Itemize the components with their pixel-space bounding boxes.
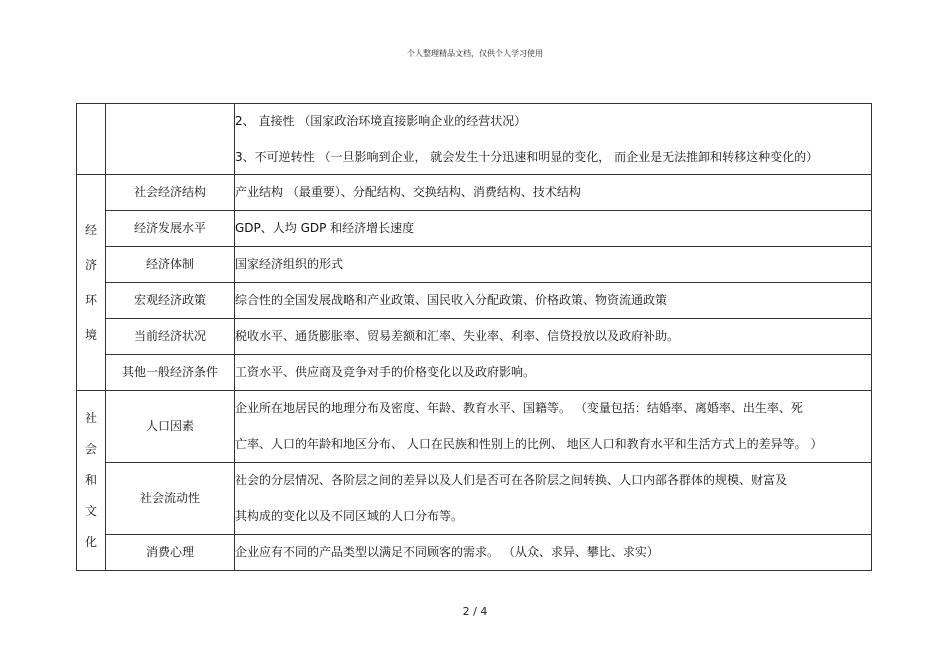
- content-line: 其构成的变化以及不同区域的人口分布等。: [235, 509, 464, 523]
- content-cell: 税收水平、通货膨胀率、贸易差额和汇率、失业率、利率、信贷投放以及政府补助。: [235, 319, 872, 355]
- table-row: [77, 463, 872, 535]
- content-cell: 国家经济组织的形式: [235, 247, 872, 283]
- factor-cell: 其他一般经济条件: [106, 355, 235, 391]
- table-row: [77, 535, 872, 571]
- factor-cell: 宏观经济政策: [106, 283, 235, 319]
- table-row: [77, 104, 872, 175]
- factor-cell: 社会流动性: [106, 463, 235, 535]
- table-row: [77, 355, 872, 391]
- factor-cell: 经济发展水平: [106, 211, 235, 247]
- category-char: 会: [84, 442, 97, 456]
- category-char: 济: [84, 257, 97, 272]
- category-char: 经: [84, 222, 97, 237]
- page-number: 2 / 4: [462, 605, 488, 618]
- table-row: [77, 391, 872, 463]
- category-char: 环: [84, 292, 97, 307]
- factor-cell: 当前经济状况: [106, 319, 235, 355]
- table-row: [77, 247, 872, 283]
- content-line: 2、 直接性 （国家政治环境直接影响企业的经营状况）: [235, 113, 527, 128]
- empty-category-cell: [77, 104, 106, 175]
- content-line: 3、不可逆转性 （一旦影响到企业， 就会发生十分迅速和明显的变化， 而企业是无法推卸和转移这种变化的）: [235, 149, 819, 164]
- factor-cell: 社会经济结构: [106, 175, 235, 211]
- content-cell: [235, 463, 872, 535]
- table-row: [77, 319, 872, 355]
- factor-cell: 经济体制: [106, 247, 235, 283]
- factor-cell: 消费心理: [106, 535, 235, 571]
- content-line: 社会的分层情况、各阶层之间的差异以及人们是否可在各阶层之间转换、人口内部各群体的规模、财富及: [235, 473, 788, 487]
- document-header-note: 个人整理精品文档，仅供个人学习使用: [407, 49, 543, 58]
- content-cell: [235, 391, 872, 463]
- table-row: [77, 283, 872, 319]
- category-char: 文: [84, 504, 97, 518]
- category-char: 和: [84, 473, 97, 487]
- factor-cell: 人口因素: [106, 391, 235, 463]
- content-cell: 产业结构 （最重要）、分配结构、交换结构、消费结构、技术结构: [235, 175, 872, 211]
- category-cell-economic: [77, 175, 106, 391]
- category-char: 化: [84, 535, 97, 549]
- content-cell: GDP、人均 GDP 和经济增长速度: [235, 211, 872, 247]
- table-row: [77, 175, 872, 211]
- category-char: 社: [84, 411, 97, 425]
- content-cell: [235, 104, 872, 175]
- category-cell-social: [77, 391, 106, 571]
- environment-analysis-table: [76, 103, 872, 571]
- content-cell: [235, 535, 872, 571]
- content-line: 企业所在地居民的地理分布及密度、年龄、教育水平、国籍等。 （变量包括：结婚率、离婚率、出生率、死: [235, 401, 803, 415]
- content-cell: 综合性的全国发展战略和产业政策、国民收入分配政策、价格政策、物资流通政策: [235, 283, 872, 319]
- content-line: 企业应有不同的产品类型以满足不同顾客的需求。 （从众、求异、攀比、求实）: [235, 545, 659, 559]
- category-char: 境: [84, 327, 97, 342]
- content-line: 亡率、人口的年龄和地区分布、 人口在民族和性别上的比例、 地区人口和教育水平和生活方式上的差异等。 ）: [235, 437, 823, 451]
- empty-factor-cell: [106, 104, 235, 175]
- content-cell: 工资水平、供应商及竞争对手的价格变化以及政府影响。: [235, 355, 872, 391]
- table-row: [77, 211, 872, 247]
